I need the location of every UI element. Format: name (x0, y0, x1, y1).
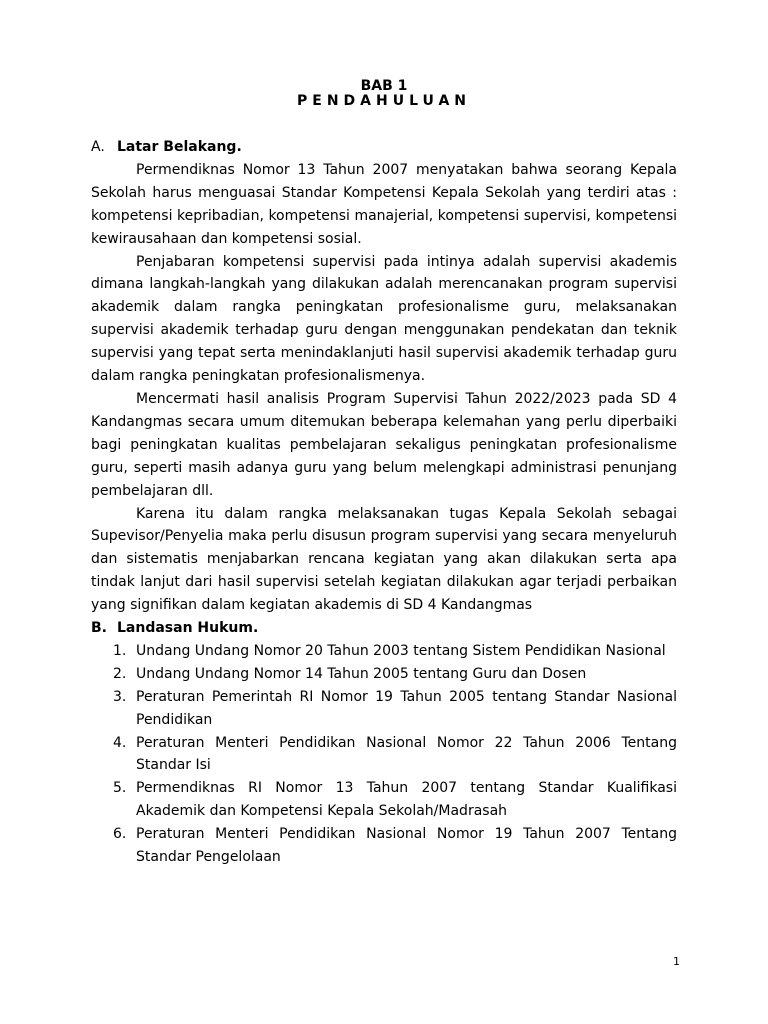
list-item (91, 663, 677, 686)
list-item-number: 4. (113, 734, 127, 751)
list-item (91, 686, 677, 732)
list-item-number: 3. (113, 688, 127, 705)
chapter-label: BAB 1 (360, 78, 408, 94)
section-b-title: Landasan Hukum. (117, 620, 259, 637)
paragraph: Mencermati hasil analisis Program Supervisi Tahun 2022/2023 pada SD 4 Kandangmas secara umum ditemukan beberapa kelemahan yang perlu diperbaiki bagi peningkatan kualitas pembelajaran sekaligus peningkatan profesionalisme guru, seperti masih adanya guru yang belum melengkapi administrasi penunjang pembelajaran dll. (91, 390, 677, 499)
list-item-text: Permendiknas RI Nomor 13 Tahun 2007 tentang Standar Kualifikasi Akademik dan Kompetensi Kepala Sekolah/Madrasah (136, 780, 677, 820)
paragraph: Karena itu dalam rangka melaksanakan tugas Kepala Sekolah sebagai Supevisor/Penyelia maka perlu disusun program supervisi yang secara menyeluruh dan sistematis menjabarkan rencana kegiatan yang akan dilakukan serta apa tindak lanjut dari hasil supervisi setelah kegiatan dilakukan agar terjadi perbaikan yang signifikan dalam kegiatan akademis di SD 4 Kandangmas (91, 505, 677, 614)
list-item-text: Undang Undang Nomor 20 Tahun 2003 tentang Sistem Pendidikan Nasional (136, 642, 666, 659)
list-item (91, 823, 677, 869)
section-a-marker: A. (91, 139, 105, 155)
list-item-number: 1. (113, 642, 127, 659)
section-a-title: Latar Belakang. (117, 139, 242, 155)
list-item-text: Undang Undang Nomor 14 Tahun 2005 tentang Guru dan Dosen (136, 665, 587, 682)
list-item (91, 732, 677, 778)
list-item-text: Peraturan Menteri Pendidikan Nasional Nomor 19 Tahun 2007 Tentang Standar Pengelolaan (136, 826, 677, 866)
chapter-title: PENDAHULUAN (297, 93, 471, 109)
section-a-heading (91, 136, 677, 159)
paragraph: Permendiknas Nomor 13 Tahun 2007 menyatakan bahwa seorang Kepala Sekolah harus menguasai Standar Kompetensi Kepala Sekolah yang terdiri atas : kompetensi kepribadian, kompetensi manajerial, kompetensi supervisi, kompetensi kewirausahaan dan kompetensi sosial. (91, 161, 677, 247)
list-item-number: 2. (113, 665, 127, 682)
list-item-text: Peraturan Menteri Pendidikan Nasional Nomor 22 Tahun 2006 Tentang Standar Isi (136, 734, 677, 774)
paragraph: Penjabaran kompetensi supervisi pada intinya adalah supervisi akademis dimana langkah-langkah yang dilakukan adalah merencanakan program supervisi akademik dalam rangka peningkatan profesionalisme guru, melaksanakan supervisi akademik terhadap guru dengan menggunakan pendekatan dan teknik supervisi yang tepat serta menindaklanjuti hasil supervisi akademik terhadap guru dalam rangka peningkatan profesionalismenya. (91, 253, 677, 385)
document-body (91, 136, 677, 869)
section-b-marker: B. (91, 620, 107, 637)
list-item-text: Peraturan Pemerintah RI Nomor 19 Tahun 2005 tentang Standar Nasional Pendidikan (136, 688, 677, 728)
page-number: 1 (673, 955, 680, 968)
list-item-number: 6. (113, 826, 127, 843)
list-item (91, 640, 677, 663)
list-item (91, 777, 677, 823)
list-item-number: 5. (113, 780, 127, 797)
section-b-heading (91, 617, 677, 640)
legal-basis-list (91, 640, 677, 869)
